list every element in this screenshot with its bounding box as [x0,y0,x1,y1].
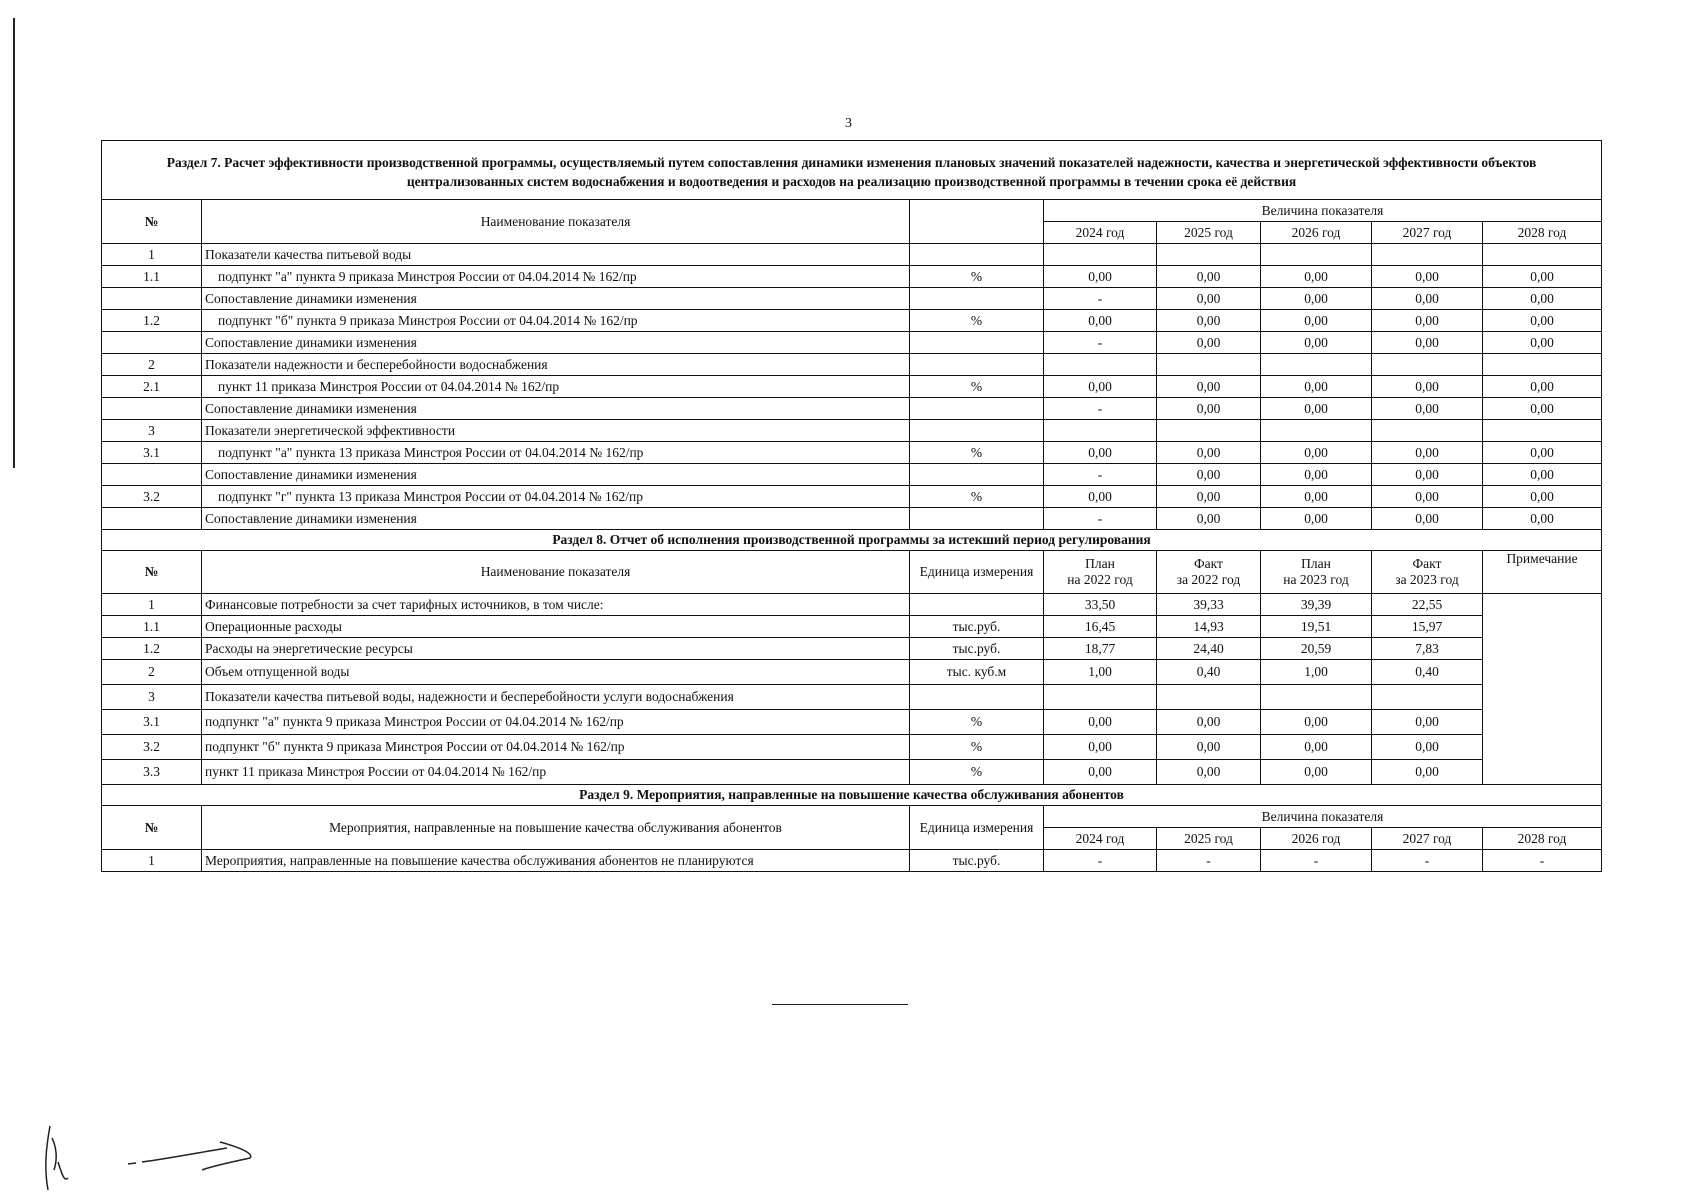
row-number: 3.1 [102,710,202,735]
value-cell: 0,00 [1157,760,1261,785]
section7-name-header: Наименование показателя [202,200,910,244]
section9-title-row [102,785,1602,806]
section9-title: Раздел 9. Мероприятия, направленные на повышение качества обслуживания абонентов [102,785,1602,806]
section8-row [102,638,1602,660]
period-type: План [1085,556,1115,571]
period-year: на 2022 год [1067,572,1133,587]
unit-cell: % [910,735,1044,760]
unit-cell [910,508,1044,530]
note-cell [1483,594,1602,785]
unit-cell [910,594,1044,616]
value-cell: 16,45 [1044,616,1157,638]
value-cell: 22,55 [1372,594,1483,616]
section7-value-header: Величина показателя [1044,200,1602,222]
unit-cell: % [910,442,1044,464]
row-number: 3.1 [102,442,202,464]
value-cell: 0,00 [1157,464,1261,486]
indicator-name: подпункт "а" пункта 9 приказа Минстроя России от 04.04.2014 № 162/пр [202,266,910,288]
indicator-name: Показатели качества питьевой воды, надежности и бесперебойности услуги водоснабжения [202,685,910,710]
value-cell: 0,00 [1157,442,1261,464]
value-cell: 0,00 [1157,266,1261,288]
unit-cell [910,332,1044,354]
value-cell [1372,685,1483,710]
document-frame [101,140,1601,872]
indicator-name: подпункт "б" пункта 9 приказа Минстроя России от 04.04.2014 № 162/пр [202,310,910,332]
section7-row [102,288,1602,310]
unit-cell [910,420,1044,442]
value-cell: 0,00 [1157,735,1261,760]
value-cell: - [1044,288,1157,310]
value-cell: 0,00 [1157,310,1261,332]
value-cell: - [1483,850,1602,872]
unit-cell: % [910,486,1044,508]
value-cell: 20,59 [1261,638,1372,660]
indicator-name: подпункт "а" пункта 9 приказа Минстроя России от 04.04.2014 № 162/пр [202,710,910,735]
value-cell: 0,00 [1261,398,1372,420]
value-cell [1372,354,1483,376]
measure-name: Мероприятия, направленные на повышение качества обслуживания абонентов не планируются [202,850,910,872]
row-number: 3.2 [102,735,202,760]
value-cell: 0,00 [1372,508,1483,530]
value-cell: - [1044,850,1157,872]
value-cell: 0,00 [1261,464,1372,486]
value-cell: 0,00 [1044,376,1157,398]
indicator-name: Расходы на энергетические ресурсы [202,638,910,660]
period-header [1157,551,1261,594]
signature-mark [32,1118,262,1198]
period-header [1261,551,1372,594]
unit-cell [910,288,1044,310]
row-number: 1 [102,594,202,616]
value-cell: 0,00 [1372,398,1483,420]
section7-row [102,486,1602,508]
indicator-name: Сопоставление динамики изменения [202,508,910,530]
section9-header-row-1 [102,806,1602,828]
unit-cell: % [910,376,1044,398]
value-cell [1483,354,1602,376]
unit-cell: тыс.руб. [910,616,1044,638]
row-number [102,508,202,530]
section8-title-row [102,530,1602,551]
section9-row [102,850,1602,872]
value-cell: 0,00 [1044,710,1157,735]
period-header [1044,551,1157,594]
section7-row [102,376,1602,398]
value-cell: 0,00 [1261,310,1372,332]
unit-cell [910,244,1044,266]
row-number: 3.2 [102,486,202,508]
row-number: 1 [102,244,202,266]
value-cell: 0,00 [1157,398,1261,420]
value-cell: 0,00 [1261,735,1372,760]
value-cell: 24,40 [1157,638,1261,660]
value-cell: 0,00 [1044,735,1157,760]
value-cell: 0,00 [1157,332,1261,354]
period-year: на 2023 год [1283,572,1349,587]
section7-row [102,332,1602,354]
value-cell: 0,00 [1261,508,1372,530]
value-cell: 0,00 [1483,332,1602,354]
value-cell: 14,93 [1157,616,1261,638]
unit-cell: тыс. куб.м [910,660,1044,685]
value-cell: 7,83 [1372,638,1483,660]
value-cell: 0,00 [1483,508,1602,530]
main-table [101,140,1602,872]
unit-cell [910,464,1044,486]
section7-title-row [102,141,1602,200]
indicator-name: Показатели энергетической эффективности [202,420,910,442]
unit-cell: % [910,310,1044,332]
unit-cell [910,354,1044,376]
row-number [102,332,202,354]
section9-value-header: Величина показателя [1044,806,1602,828]
unit-cell: тыс.руб. [910,850,1044,872]
unit-cell: % [910,710,1044,735]
row-number [102,398,202,420]
left-margin-rule [13,18,15,468]
section8-row [102,594,1602,616]
row-number: 1.2 [102,638,202,660]
value-cell [1261,244,1372,266]
value-cell: 0,00 [1261,376,1372,398]
value-cell: 0,40 [1372,660,1483,685]
value-cell: 15,97 [1372,616,1483,638]
section7-num-header: № [102,200,202,244]
section7-row [102,354,1602,376]
period-header [1372,551,1483,594]
indicator-name: подпункт "а" пункта 13 приказа Минстроя России от 04.04.2014 № 162/пр [202,442,910,464]
value-cell: 0,00 [1483,464,1602,486]
value-cell: 39,33 [1157,594,1261,616]
end-of-page-line [772,1004,908,1005]
section8-row [102,660,1602,685]
indicator-name: Объем отпущенной воды [202,660,910,685]
indicator-name: Сопоставление динамики изменения [202,332,910,354]
value-cell: 0,00 [1261,486,1372,508]
unit-cell: % [910,266,1044,288]
value-cell: 0,00 [1157,376,1261,398]
section7-row [102,464,1602,486]
row-number: 1.2 [102,310,202,332]
page-number: 3 [845,116,852,131]
value-cell: 1,00 [1044,660,1157,685]
row-number [102,464,202,486]
value-cell [1044,685,1157,710]
value-cell: 0,00 [1261,442,1372,464]
value-cell [1372,420,1483,442]
section9-unit-header: Единица измерения [910,806,1044,850]
value-cell: 0,00 [1483,398,1602,420]
row-number: 1.1 [102,616,202,638]
section9-year-header: 2027 год [1372,828,1483,850]
indicator-name: пункт 11 приказа Минстроя России от 04.04.2014 № 162/пр [202,376,910,398]
value-cell: 0,00 [1044,760,1157,785]
indicator-name: Операционные расходы [202,616,910,638]
value-cell: 19,51 [1261,616,1372,638]
value-cell [1261,420,1372,442]
indicator-name: пункт 11 приказа Минстроя России от 04.04.2014 № 162/пр [202,760,910,785]
value-cell: 0,00 [1483,266,1602,288]
section8-row [102,685,1602,710]
section9-year-header: 2028 год [1483,828,1602,850]
indicator-name: подпункт "г" пункта 13 приказа Минстроя России от 04.04.2014 № 162/пр [202,486,910,508]
section7-row [102,244,1602,266]
section8-num-header: № [102,551,202,594]
value-cell: 1,00 [1261,660,1372,685]
value-cell [1261,354,1372,376]
value-cell: 0,00 [1372,442,1483,464]
row-number [102,288,202,310]
value-cell: 0,00 [1372,310,1483,332]
section7-row [102,266,1602,288]
section8-row [102,735,1602,760]
section8-unit-header: Единица измерения [910,551,1044,594]
value-cell: 0,00 [1483,442,1602,464]
section8-row [102,710,1602,735]
section7-row [102,398,1602,420]
value-cell [1483,420,1602,442]
value-cell: 0,00 [1372,464,1483,486]
row-number: 3 [102,685,202,710]
section8-header-row [102,551,1602,594]
section7-year-header: 2025 год [1157,222,1261,244]
unit-cell [910,685,1044,710]
value-cell: 0,00 [1372,735,1483,760]
value-cell: 0,00 [1372,266,1483,288]
value-cell [1044,244,1157,266]
value-cell: 0,00 [1483,376,1602,398]
row-number: 2.1 [102,376,202,398]
unit-cell: тыс.руб. [910,638,1044,660]
value-cell [1157,685,1261,710]
value-cell: 0,00 [1261,710,1372,735]
indicator-name: Финансовые потребности за счет тарифных источников, в том числе: [202,594,910,616]
row-number: 1 [102,850,202,872]
value-cell [1483,244,1602,266]
value-cell: - [1157,850,1261,872]
period-type: План [1301,556,1331,571]
value-cell: - [1261,850,1372,872]
value-cell: 0,00 [1372,486,1483,508]
value-cell: 0,00 [1261,288,1372,310]
section8-row [102,616,1602,638]
value-cell [1372,244,1483,266]
indicator-name: Показатели качества питьевой воды [202,244,910,266]
row-number: 2 [102,660,202,685]
value-cell: 0,00 [1261,760,1372,785]
value-cell: - [1044,398,1157,420]
section7-unit-header [910,200,1044,244]
value-cell: 0,40 [1157,660,1261,685]
value-cell: 0,00 [1261,332,1372,354]
unit-cell: % [910,760,1044,785]
value-cell: 0,00 [1483,310,1602,332]
row-number: 3.3 [102,760,202,785]
value-cell: - [1372,850,1483,872]
value-cell: 0,00 [1372,332,1483,354]
indicator-name: Сопоставление динамики изменения [202,398,910,420]
section7-row [102,508,1602,530]
value-cell [1044,354,1157,376]
section7-header-row-1 [102,200,1602,222]
value-cell [1157,244,1261,266]
value-cell: 39,39 [1261,594,1372,616]
section7-year-header: 2024 год [1044,222,1157,244]
value-cell [1044,420,1157,442]
section7-row [102,420,1602,442]
value-cell: 0,00 [1372,288,1483,310]
section9-year-header: 2024 год [1044,828,1157,850]
value-cell: 0,00 [1044,442,1157,464]
section7-title: Раздел 7. Расчет эффективности производственной программы, осуществляемый путем сопоставления динамики изменения плановых значений показателей надежности, качества и энергетической эффективности объектов централизованных систем водоснабжения и водоотведения и расходов на реализацию производственной программы в течении срока её действия [102,141,1602,200]
row-number: 1.1 [102,266,202,288]
value-cell: 0,00 [1157,486,1261,508]
row-number: 2 [102,354,202,376]
section7-year-header: 2026 год [1261,222,1372,244]
section9-year-header: 2026 год [1261,828,1372,850]
value-cell: 0,00 [1372,376,1483,398]
table-body [102,141,1602,872]
value-cell: 0,00 [1044,310,1157,332]
value-cell: 0,00 [1372,710,1483,735]
value-cell: 33,50 [1044,594,1157,616]
value-cell [1157,354,1261,376]
unit-cell [910,398,1044,420]
value-cell: 0,00 [1044,486,1157,508]
section7-year-header: 2028 год [1483,222,1602,244]
section8-name-header: Наименование показателя [202,551,910,594]
indicator-name: Сопоставление динамики изменения [202,288,910,310]
section9-name-header: Мероприятия, направленные на повышение качества обслуживания абонентов [202,806,910,850]
period-year: за 2023 год [1395,572,1459,587]
section8-title: Раздел 8. Отчет об исполнения производственной программы за истекший период регулирования [102,530,1602,551]
value-cell: 18,77 [1044,638,1157,660]
section8-row [102,760,1602,785]
value-cell: 0,00 [1372,760,1483,785]
value-cell: 0,00 [1157,710,1261,735]
value-cell [1261,685,1372,710]
value-cell: 0,00 [1261,266,1372,288]
value-cell: 0,00 [1044,266,1157,288]
period-year: за 2022 год [1176,572,1241,587]
section7-year-header: 2027 год [1372,222,1483,244]
value-cell: 0,00 [1157,288,1261,310]
value-cell [1157,420,1261,442]
value-cell: - [1044,464,1157,486]
value-cell: 0,00 [1483,288,1602,310]
note-header: Примечание [1483,551,1602,594]
section9-year-header: 2025 год [1157,828,1261,850]
period-type: Факт [1194,556,1223,571]
indicator-name: подпункт "б" пункта 9 приказа Минстроя России от 04.04.2014 № 162/пр [202,735,910,760]
value-cell: - [1044,508,1157,530]
section9-num-header: № [102,806,202,850]
indicator-name: Показатели надежности и бесперебойности водоснабжения [202,354,910,376]
value-cell: - [1044,332,1157,354]
value-cell: 0,00 [1157,508,1261,530]
row-number: 3 [102,420,202,442]
section7-row [102,310,1602,332]
period-type: Факт [1412,556,1442,571]
indicator-name: Сопоставление динамики изменения [202,464,910,486]
section7-row [102,442,1602,464]
value-cell: 0,00 [1483,486,1602,508]
